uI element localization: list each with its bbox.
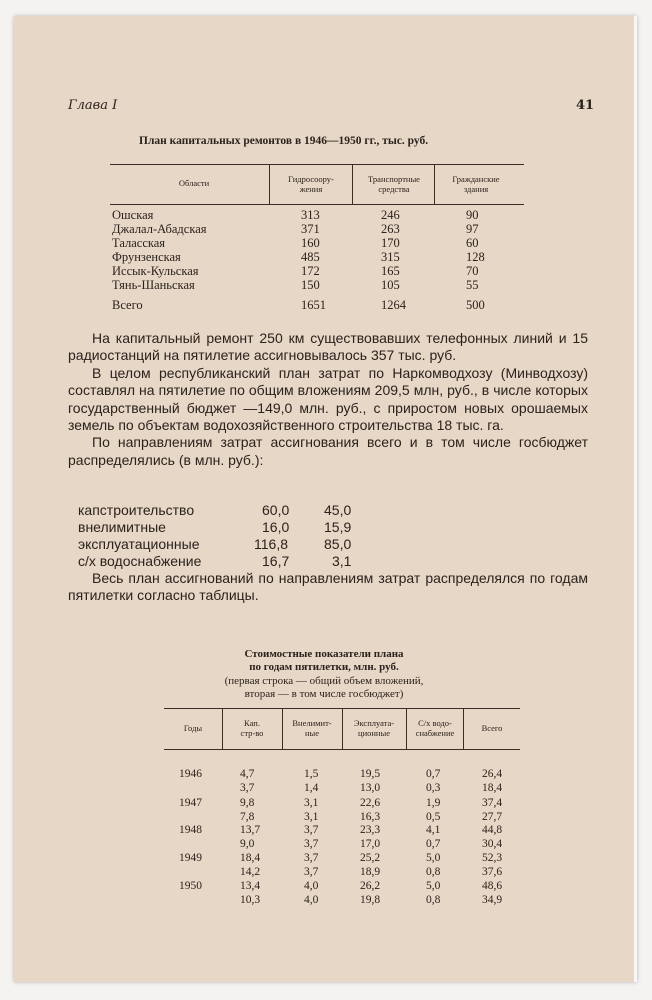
table2-title: Стоимостные показатели плана (244, 648, 404, 660)
paragraph: На капитальный ремонт 250 км существовавших телефонных линий и 15 радиостанций на пятилетие ассигновывалось 357 тыс. руб. (68, 330, 588, 364)
year-label: 1950 (179, 880, 202, 892)
table2-col-header: Кап. стр-во (240, 718, 264, 738)
table2-col-header: Эксплуата- ционные (353, 718, 395, 738)
year-label: 1947 (179, 797, 202, 809)
table1-col-header: Области (178, 178, 210, 188)
year-label: 1949 (179, 852, 202, 864)
table2-col-header: С/х водо- снабжение (415, 718, 455, 738)
table2-col-header: Внелимит- ные (292, 718, 332, 738)
table1-header-rule (110, 204, 524, 205)
page-number: 41 (576, 98, 595, 113)
body-text (68, 330, 588, 469)
table2-subtitle: вторая — в том числе госбюджет) (244, 688, 404, 700)
table2-col-header: Всего (481, 723, 503, 733)
paragraph: В целом республиканский план затрат по Наркомводхозу (Минводхозу) составлял на пятилетие по общим вложениям 209,5 млн, руб., в числе которых государственный бюджет —149,0 млн. руб., с приростом новых орошаемых земель по объектам водохозяйственного строительства 18 тыс. га. (68, 364, 588, 434)
table2-subtitle: (первая строка — общий объем вложений, (224, 675, 424, 687)
year-label: 1946 (179, 768, 202, 780)
chapter-header: Глава I (68, 98, 118, 113)
allocation-list: капстроительство 60,0 45,0 внелимитные 16,0 15,9 эксплуатационные 116,8 85,0 с/х водоснабжение 16,7 3,1 (78, 502, 352, 569)
paragraph: Весь план ассигнований по направлениям затрат распределялся по годам пятилетки согласно таблицы. (68, 570, 588, 604)
table1-top-rule (110, 164, 524, 165)
table1-col-header: Гидросоору- жения (288, 174, 334, 194)
table2-col-header: Годы (183, 723, 203, 733)
table1-col-header: Транспортные средства (368, 174, 420, 194)
table1-title: План капитальных ремонтов в 1946—1950 гг., тыс. руб. (139, 135, 429, 147)
book-page: Глава I 41 План капитальных ремонтов в 1946—1950 гг., тыс. руб. Области Гидросоору- жения Транспортные средства Гражданские здания Ошская 313 246 90 Джалал-Абадская 371 263 97 Таласская 160 170 60 Фрунзенская 485 315 128 Иссык-Кульская 172 165 70 Тянь-Шаньская 150 105 55 Всего 1651 1264 500 На капитальный ремонт 250 км существовавших телефонных линий и 15 радиостанций на пятилетие ассигновывалось 357 тыс. руб. В целом республиканский план затрат по Наркомводхозу (Минводхозу) составлял на пятилетие по общим вложениям 209,5 млн, руб., в числе которых государственный бюджет —149,0 млн. руб., с приростом новых орошаемых земель по объектам водохозяйственного строительства 18 тыс. га. По направлениям затрат ассигнования всего и в том числе госбюджет распределялись (в млн. руб.): капстроительство 60,0 45,0 внелимитные 16,0 15,9 эксплуатационные 116,8 85,0 с/х водоснабжение 16,7 3,1 Весь план ассигнований по направлениям затрат распределялся по годам пятилетки согласно таблицы. Стоимостные показатели плана по годам пятилетки, млн. руб. (первая строка — общий объем вложений, вторая — в том числе госбюджет) Годы Кап. стр-во Внелимит- ные Эксплуата- ционные С/х водо- снабжение Всего 1946 1947 1948 1949 1950 4,7 1,5 19,5 0,7 26,4 3,7 1,4 13,0 0,3 18,4 9,8 3,1 22,6 1,9 37,4 7,8 3,1 16,3 0,5 27,7 13,7 3,7 23,3 4,1 44,8 9,0 3,7 17,0 0,7 30,4 18,4 3,7 25,2 5,0 52,3 14,2 3,7 18,9 0,8 37,6 13,4 4,0 26,2 5,0 48,6 10,3 4,0 19,8 0,8 34,9 (14, 16, 637, 982)
body-text (68, 570, 588, 605)
table2-title: по годам пятилетки, млн. руб. (249, 661, 399, 673)
table1-col-header: Гражданские здания (452, 174, 500, 194)
table2-header-rule (164, 749, 520, 750)
year-label: 1948 (179, 824, 202, 836)
paragraph: По направлениям затрат ассигнования всего и в том числе госбюджет распределялись (в млн. руб.): (68, 434, 588, 468)
